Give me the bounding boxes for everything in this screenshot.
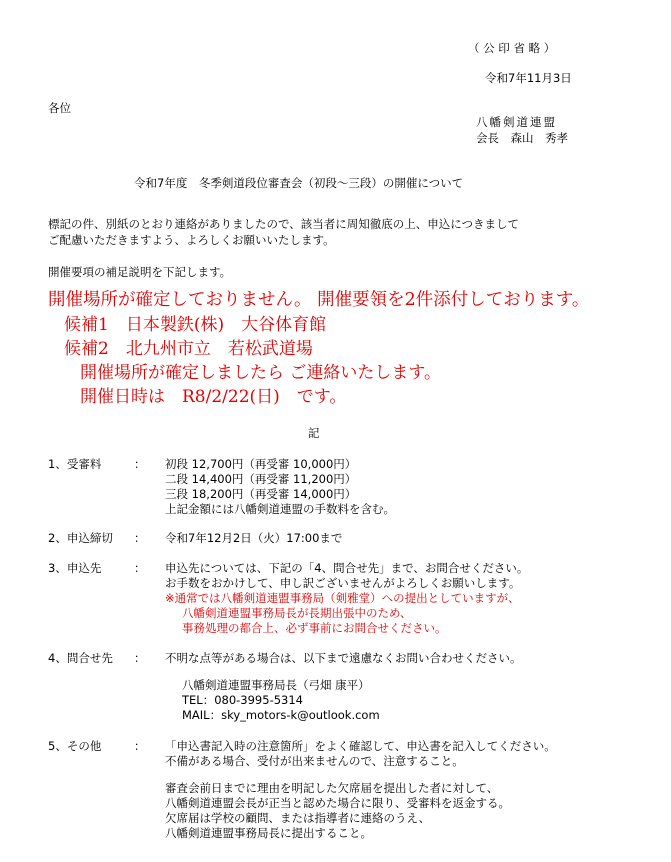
- notice-line-2: 候補1 日本製鉄(株) 大谷体育館: [64, 315, 327, 335]
- fee-line-1: 初段 12,700円（再受審 10,000円）: [165, 457, 357, 471]
- section-fee-colon: ：: [134, 457, 146, 471]
- section-other-colon: ：: [134, 739, 146, 753]
- contact-line-1: 不明な点等がある場合は、以下まで遠慮なくお問い合わせください。: [165, 651, 522, 665]
- section-other-label: 5、その他: [48, 739, 102, 753]
- other-line-4: 八幡剣道連盟会長が正当と認めた場合に限り、受審料を返金する。: [165, 796, 510, 810]
- notice-line-3: 候補2 北九州市立 若松武道場: [64, 339, 313, 359]
- apply-line-4: 八幡剣道連盟事務局長が長期出張中のため、: [182, 606, 412, 620]
- apply-line-5: 事務処理の都合上、必ず事前にお問合せください。: [182, 621, 447, 635]
- section-apply-colon: ：: [134, 561, 146, 575]
- section-contact-colon: ：: [134, 651, 146, 665]
- notice-line-5: 開催日時は R8/2/22(日) です。: [80, 387, 347, 407]
- intro-line-2: ご配慮いただきますよう、よろしくお願いいたします。: [48, 233, 335, 247]
- contact-phone: TEL：080-3995-5314: [182, 693, 303, 707]
- fee-line-3: 三段 18,200円（再受審 14,000円）: [165, 487, 357, 501]
- seal-omitted-note: （ 公 印 省 略 ）: [468, 41, 556, 55]
- apply-line-2: お手数をおかけして、申し訳ございませんがよろしくお願いします。: [165, 576, 521, 590]
- apply-line-3: ※通常では八幡剣道連盟事務局（剣雅堂）への提出としていますが、: [165, 591, 520, 605]
- section-contact-label: 4、問合せ先: [48, 651, 113, 665]
- other-line-6: 八幡剣道連盟事務局長に提出すること。: [165, 826, 372, 840]
- notice-line-4: 開催場所が確定しましたら ご連絡いたします。: [80, 363, 442, 383]
- ki-heading: 記: [308, 426, 320, 440]
- sender-president: 会長 森山 秀孝: [476, 131, 568, 145]
- other-line-1: 「申込書記入時の注意箇所」をよく確認して、申込書を記入してください。: [165, 739, 556, 753]
- page-title: 令和7年度 冬季剣道段位審査会（初段～三段）の開催について: [134, 176, 464, 190]
- notice-line-1: 開催場所が確定しておりません。 開催要領を2件添付しております。: [48, 290, 590, 310]
- section-deadline-label: 2、申込締切: [48, 531, 113, 545]
- other-line-2: 不備がある場合、受付が出来ませんので、注意すること。: [165, 754, 464, 768]
- sender-organization: 八幡剣道連盟: [476, 115, 557, 129]
- section-apply-label: 3、申込先: [48, 561, 102, 575]
- addressee: 各位: [48, 101, 71, 115]
- fee-line-4: 上記金額には八幡剣道連盟の手数料を含む。: [165, 502, 395, 516]
- section-fee-label: 1、受審料: [48, 457, 102, 471]
- other-line-5: 欠席届は学校の顧問、または指導者に連絡のうえ、: [165, 811, 431, 825]
- deadline-line-1: 令和7年12月2日（火）17:00まで: [165, 531, 343, 545]
- other-line-3: 審査会前日までに理由を明記した欠席届を提出した者に対して、: [165, 781, 499, 795]
- contact-person: 八幡剣道連盟事務局長（弓畑 康平）: [182, 678, 370, 692]
- contact-email: MAIL：sky_motors-k@outlook.com: [182, 708, 380, 722]
- apply-line-1: 申込先については、下記の「4、問合せ先」まで、お問合せください。: [165, 561, 529, 575]
- section-deadline-colon: ：: [134, 531, 146, 545]
- document-date: 令和7年11月3日: [485, 71, 572, 85]
- intro-line-1: 標記の件、別紙のとおり連絡がありましたので、該当者に周知徹底の上、申込につきまして: [48, 217, 520, 231]
- supplement-line: 開催要項の補足説明を下記します。: [48, 265, 232, 279]
- fee-line-2: 二段 14,400円（再受審 11,200円）: [165, 472, 357, 486]
